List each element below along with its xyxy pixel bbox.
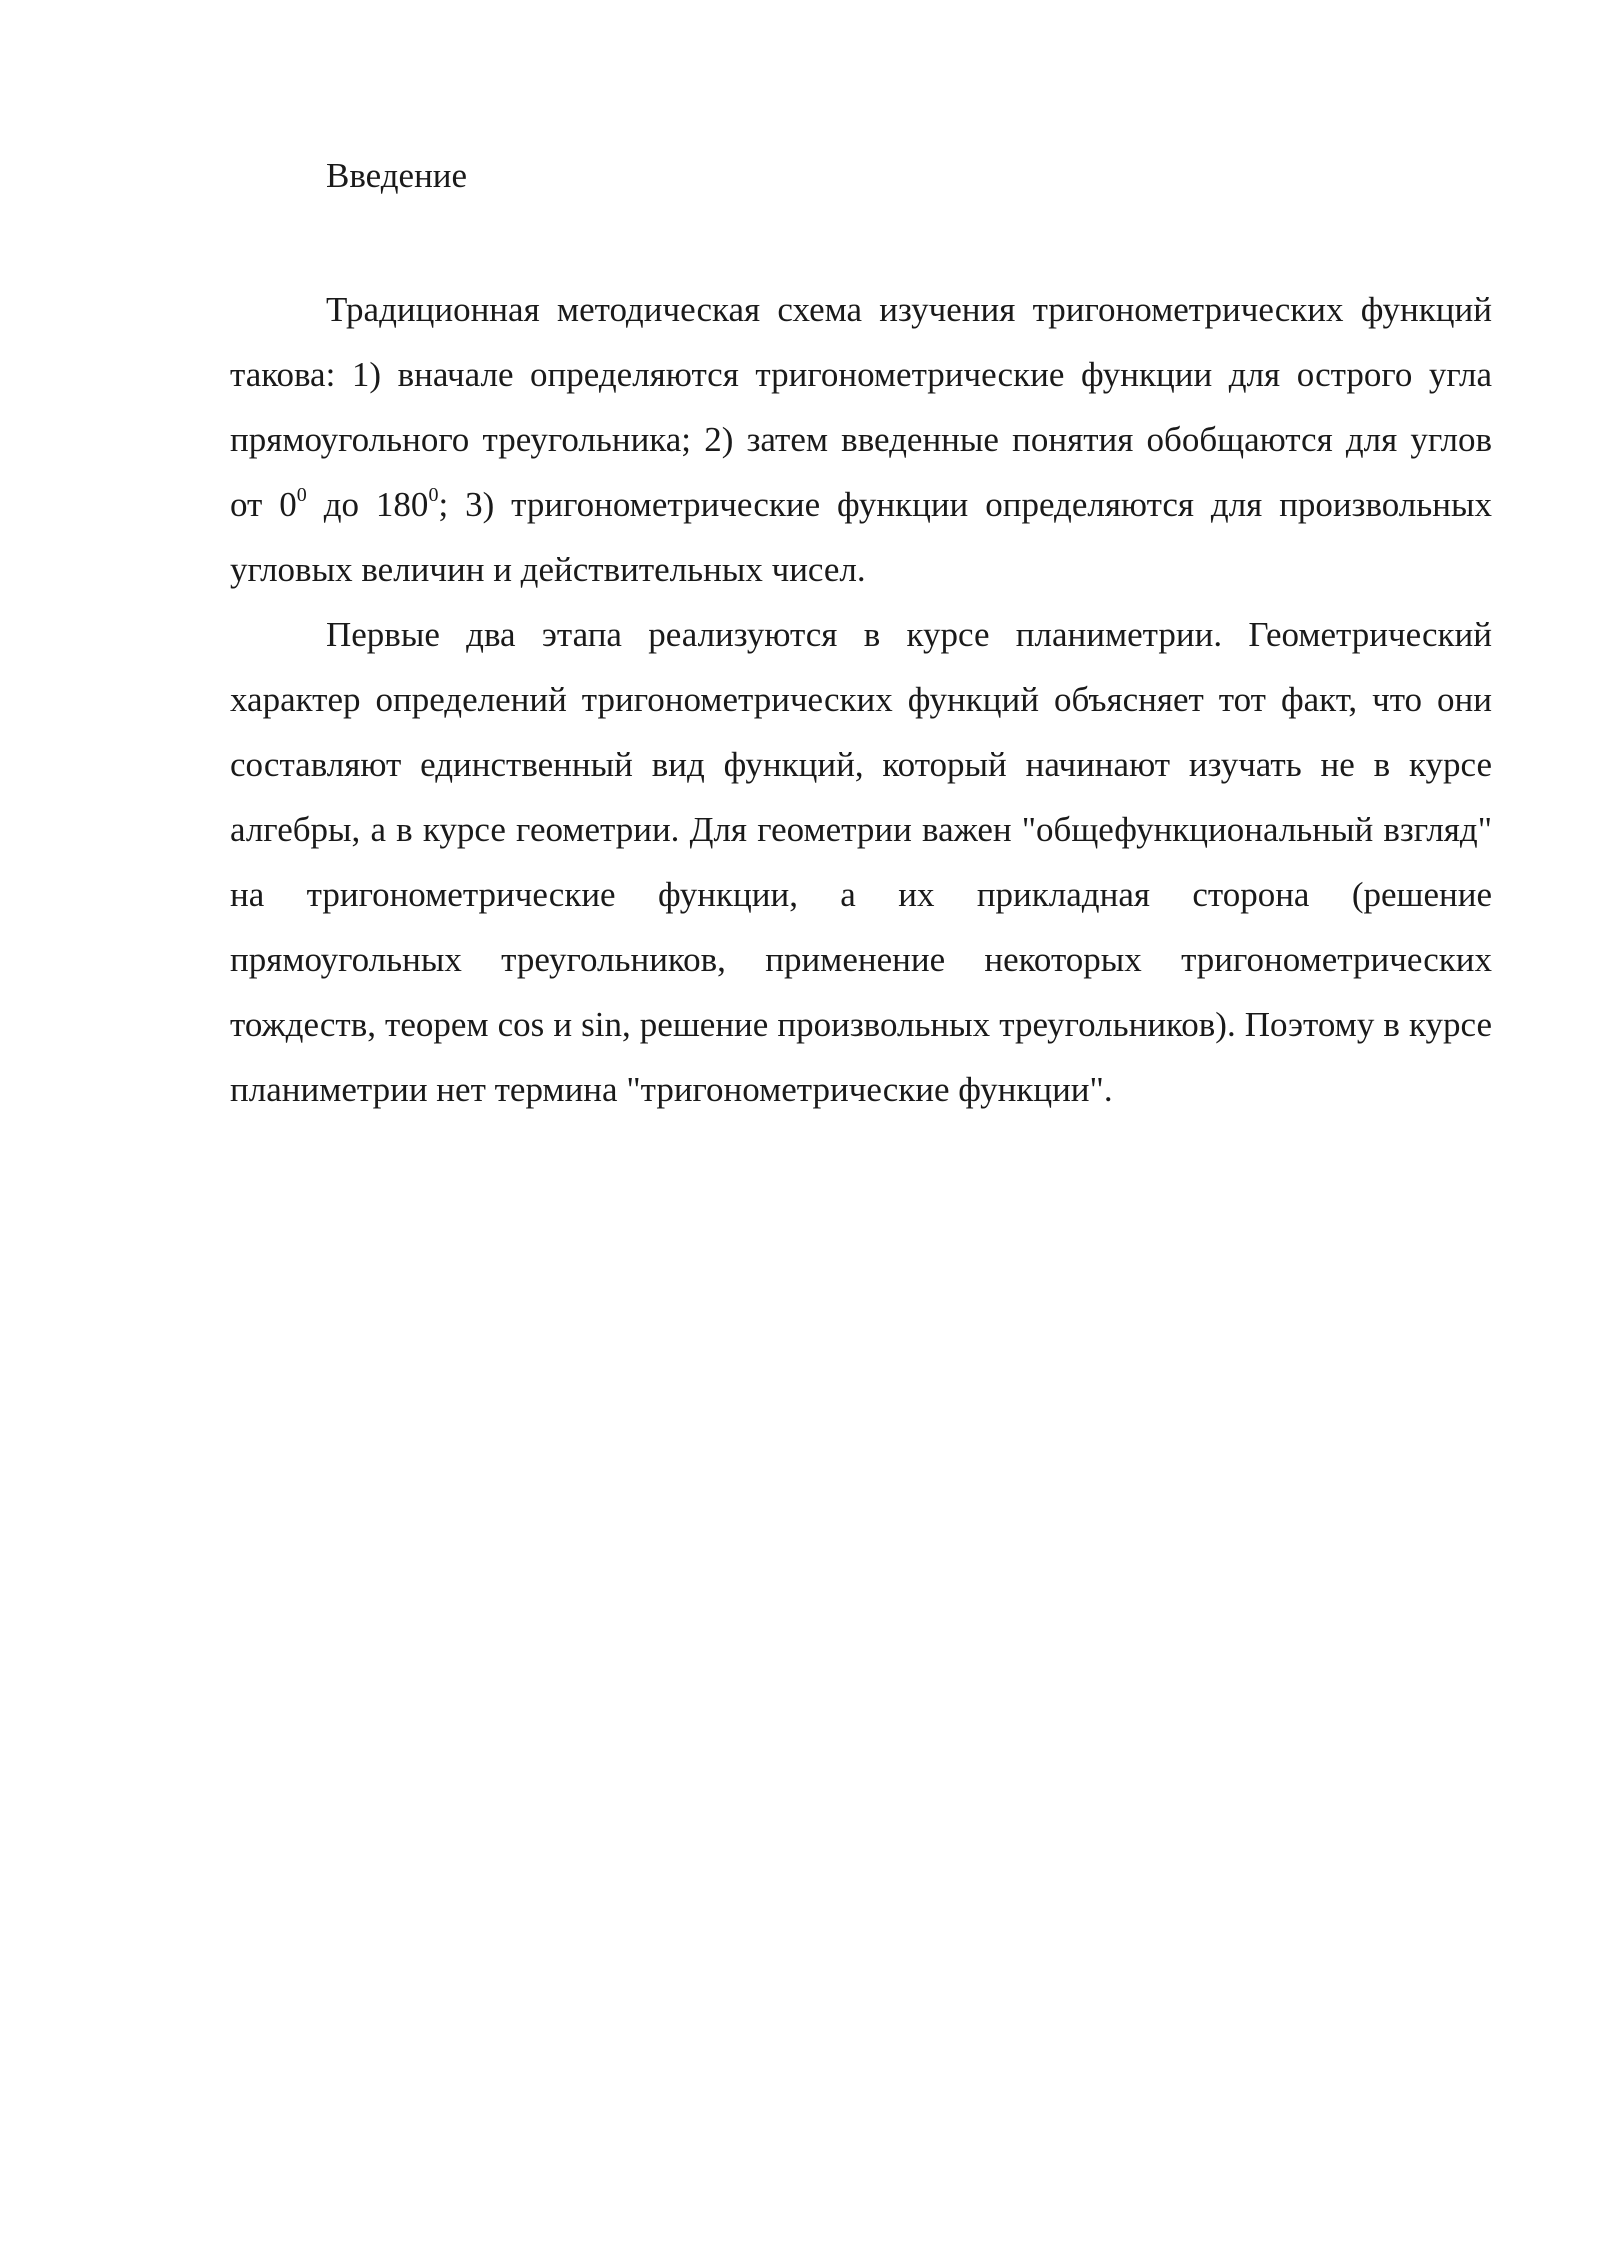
- body-text: [230, 277, 1492, 1122]
- degree-superscript-1: 0: [296, 484, 307, 506]
- paragraph-2: Первые два этапа реализуются в курсе планиметрии. Геометрический характер определений тригонометрических функций объясняет тот факт, что они составляют единственный вид функций, который начинают изучать не в курсе алгебры, а в курсе геометрии. Для геометрии важен "общефункциональный взгляд" на тригонометрические функции, а их прикладная сторона (решение прямоугольных треугольников, применение некоторых тригонометрических тождеств, теорем cos и sin, решение произвольных треугольников). Поэтому в курсе планиметрии нет термина "тригонометрические функции".: [230, 615, 1492, 1109]
- paragraph-1-part-2: до 180: [306, 485, 429, 524]
- paragraph-1-part-1: Традиционная методическая схема изучения тригонометрических функций такова: 1) вначале определяются тригонометрические функции для острого угла прямоугольного треугольника; 2) затем введенные понятия обобщаются для углов от 0: [230, 290, 1492, 524]
- paragraph-1-part-3: ; 3) тригонометрические функции определяются для произвольных угловых величин и действительных чисел.: [230, 485, 1492, 589]
- degree-superscript-2: 0: [428, 484, 439, 506]
- section-heading: Введение: [326, 156, 468, 195]
- paragraph-1: [230, 277, 1492, 602]
